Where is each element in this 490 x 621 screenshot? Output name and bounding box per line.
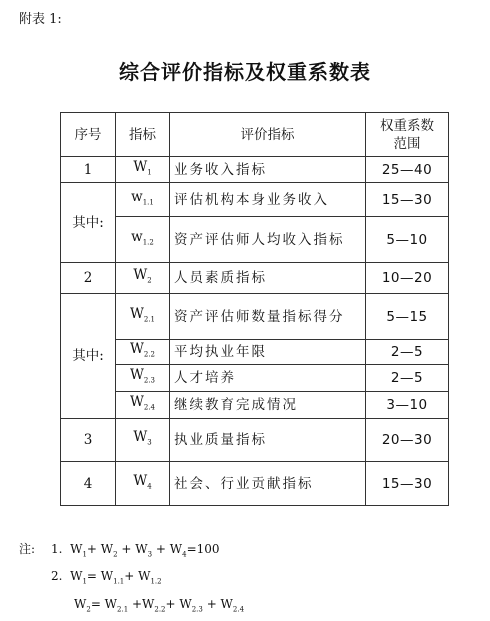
notes-section <box>19 538 244 620</box>
note-line-1: 注: 1. $W_1+ W_2 + W_3 + W_4=100$ <box>19 538 244 565</box>
code-cell: $W_4$ <box>116 462 170 506</box>
code-cell: $W_{2.4}$ <box>116 392 170 419</box>
notes-label: 注: <box>19 542 36 556</box>
table-row <box>61 340 449 365</box>
seq-cell: 2 <box>61 263 116 294</box>
table-row <box>61 419 449 462</box>
table-row <box>61 263 449 294</box>
code-cell: $W_3$ <box>116 419 170 462</box>
code-cell: $w_{1.2}$ <box>116 217 170 263</box>
note-number-1: 1. <box>51 542 63 556</box>
header-range-line1: 权重系数 <box>380 117 434 134</box>
code-cell: $W_2$ <box>116 263 170 294</box>
header-seq: 序号 <box>61 113 116 157</box>
name-cell: 资产评估师数量指标得分 <box>170 294 366 340</box>
name-cell: 社会、行业贡献指标 <box>170 462 366 506</box>
seq-cell: 3 <box>61 419 116 462</box>
range-cell: 5—10 <box>366 217 449 263</box>
range-cell: 5—15 <box>366 294 449 340</box>
header-range-line2: 范围 <box>393 135 421 152</box>
table-row <box>61 183 449 217</box>
range-cell: 2—5 <box>366 340 449 365</box>
table-row <box>61 392 449 419</box>
seq-cell: 其中: <box>61 294 116 419</box>
index-weight-table <box>60 112 449 506</box>
table-row <box>61 157 449 183</box>
table-row <box>61 217 449 263</box>
header-evaluation: 评价指标 <box>170 113 366 157</box>
annex-label: 附表 1: <box>19 12 62 27</box>
code-cell: $W_{2.1}$ <box>116 294 170 340</box>
note-line-2: 2. $W_1= W_{1.1}+ W_{1.2}$ <box>51 569 162 586</box>
header-row <box>61 113 449 157</box>
document-title: 综合评价指标及权重系数表 <box>119 60 371 84</box>
name-cell: 人才培养 <box>170 365 366 392</box>
code-cell: $W_{2.2}$ <box>116 340 170 365</box>
range-cell: 25—40 <box>366 157 449 183</box>
name-cell: 执业质量指标 <box>170 419 366 462</box>
range-cell: 15—30 <box>366 462 449 506</box>
name-cell: 继续教育完成情况 <box>170 392 366 419</box>
table-row <box>61 462 449 506</box>
table-row <box>61 365 449 392</box>
note-line-3: $W_2= W_{2.1} +W_{2.2}+ W_{2.3} + W_{2.4}$ <box>74 596 245 614</box>
name-cell: 平均执业年限 <box>170 340 366 365</box>
range-cell: 20—30 <box>366 419 449 462</box>
code-cell: $W_1$ <box>116 157 170 183</box>
header-range <box>366 113 449 157</box>
table-row <box>61 294 449 340</box>
note-number-2: 2. <box>51 569 63 584</box>
range-cell: 2—5 <box>366 365 449 392</box>
seq-cell: 1 <box>61 157 116 183</box>
seq-cell: 4 <box>61 462 116 506</box>
code-cell: $W_{2.3}$ <box>116 365 170 392</box>
range-cell: 10—20 <box>366 263 449 294</box>
range-cell: 3—10 <box>366 392 449 419</box>
name-cell: 评估机构本身业务收入 <box>170 183 366 217</box>
header-indicator: 指标 <box>116 113 170 157</box>
range-cell: 15—30 <box>366 183 449 217</box>
seq-cell: 其中: <box>61 183 116 263</box>
name-cell: 人员素质指标 <box>170 263 366 294</box>
code-cell: $w_{1.1}$ <box>116 183 170 217</box>
name-cell: 业务收入指标 <box>170 157 366 183</box>
name-cell: 资产评估师人均收入指标 <box>170 217 366 263</box>
